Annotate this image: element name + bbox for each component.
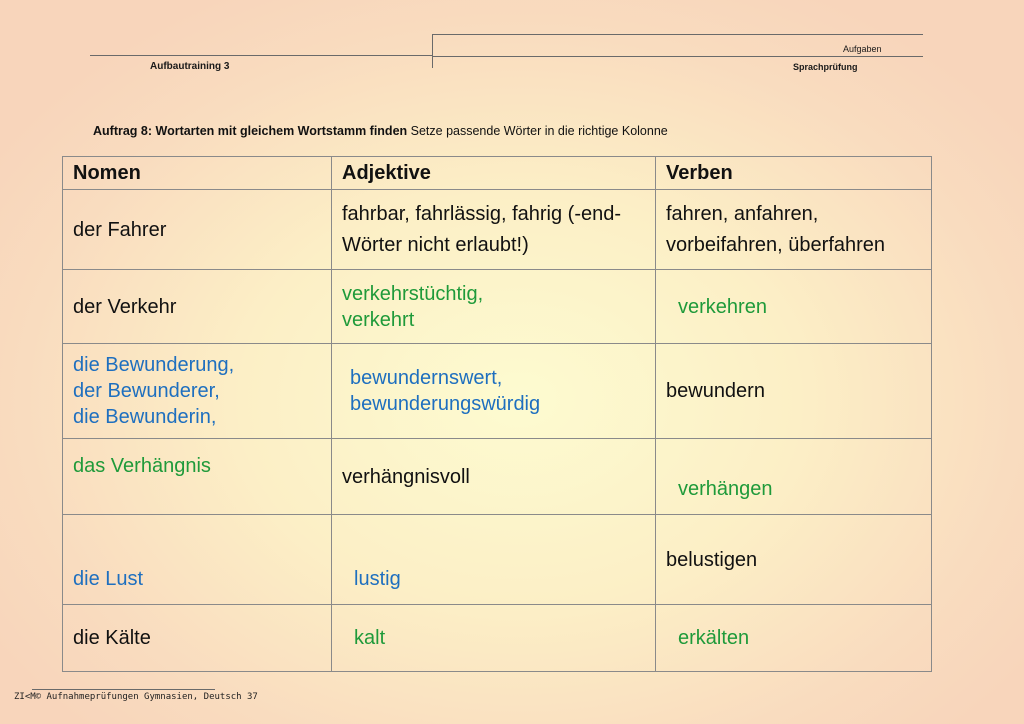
cell-text: das Verhängnis [73,455,211,477]
column-header-adjektive: Adjektive [332,157,656,190]
cell-nomen [63,270,332,344]
header-rule-right-bottom [432,56,923,57]
cell-nomen [63,344,332,439]
cell-text: verhängnisvoll [342,465,470,488]
task-instruction: Setze passende Wörter in die richtige Kolonne [410,124,668,138]
cell-text: der Verkehr [73,295,177,318]
cell-text: kalt [354,627,386,649]
column-header-verben: Verben [656,157,932,190]
cell-nomen [63,605,332,672]
cell-text: lustig [354,568,401,590]
cell-text: fahrbar, fahrlässig, fahrig (-end- [342,202,622,225]
cell-text: verkehrstüchtig, [342,282,484,305]
cell-verben [656,439,932,515]
cell-text: erkälten [678,627,750,649]
cell-text: vorbeifahren, überfahren [666,233,886,256]
table-row [63,439,932,515]
cell-verben [656,515,932,605]
header-divider [432,34,433,68]
cell-verben [656,344,932,439]
cell-adjektive [332,515,656,605]
header-right-top: Aufgaben [843,44,882,54]
header-rule-right-top [432,34,923,35]
footer-text: ZI<M© Aufnahmeprüfungen Gymnasien, Deutsch 37 [14,692,258,702]
word-family-table [62,156,932,672]
header-left-label: Aufbautraining 3 [150,61,230,72]
column-header-nomen: Nomen [63,157,332,190]
cell-text: der Bewunderer, [73,380,220,402]
cell-nomen [63,190,332,270]
cell-text: die Bewunderin, [73,406,217,428]
table-row [63,605,932,672]
cell-text: verkehrt [342,308,415,331]
cell-text: verhängen [678,478,773,500]
table-row [63,515,932,605]
cell-nomen [63,439,332,515]
cell-text: belustigen [666,548,758,571]
cell-adjektive [332,270,656,344]
cell-text: fahren, anfahren, [666,202,819,225]
table-row [63,190,932,270]
cell-text: verkehren [678,295,767,318]
cell-text: die Bewunderung, [73,354,235,376]
cell-text: die Kälte [73,627,151,649]
cell-text: bewundern [666,380,765,402]
cell-text: die Lust [73,568,144,590]
table-row [63,270,932,344]
cell-verben [656,270,932,344]
task-line [93,124,668,138]
cell-adjektive [332,439,656,515]
cell-text: Wörter nicht erlaubt!) [342,233,529,256]
cell-adjektive [332,605,656,672]
cell-adjektive [332,344,656,439]
header-right-bottom: Sprachprüfung [793,62,858,72]
cell-verben [656,605,932,672]
header-rule-left [90,55,433,56]
table-row [63,344,932,439]
footer-rule [32,689,215,690]
cell-nomen [63,515,332,605]
cell-adjektive [332,190,656,270]
task-title: Auftrag 8: Wortarten mit gleichem Wortstamm finden [93,124,408,138]
cell-text: bewundernswert, [350,367,503,389]
cell-verben [656,190,932,270]
cell-text: der Fahrer [73,218,167,241]
cell-text: bewunderungswürdig [350,393,541,415]
table-header-row [63,157,932,190]
